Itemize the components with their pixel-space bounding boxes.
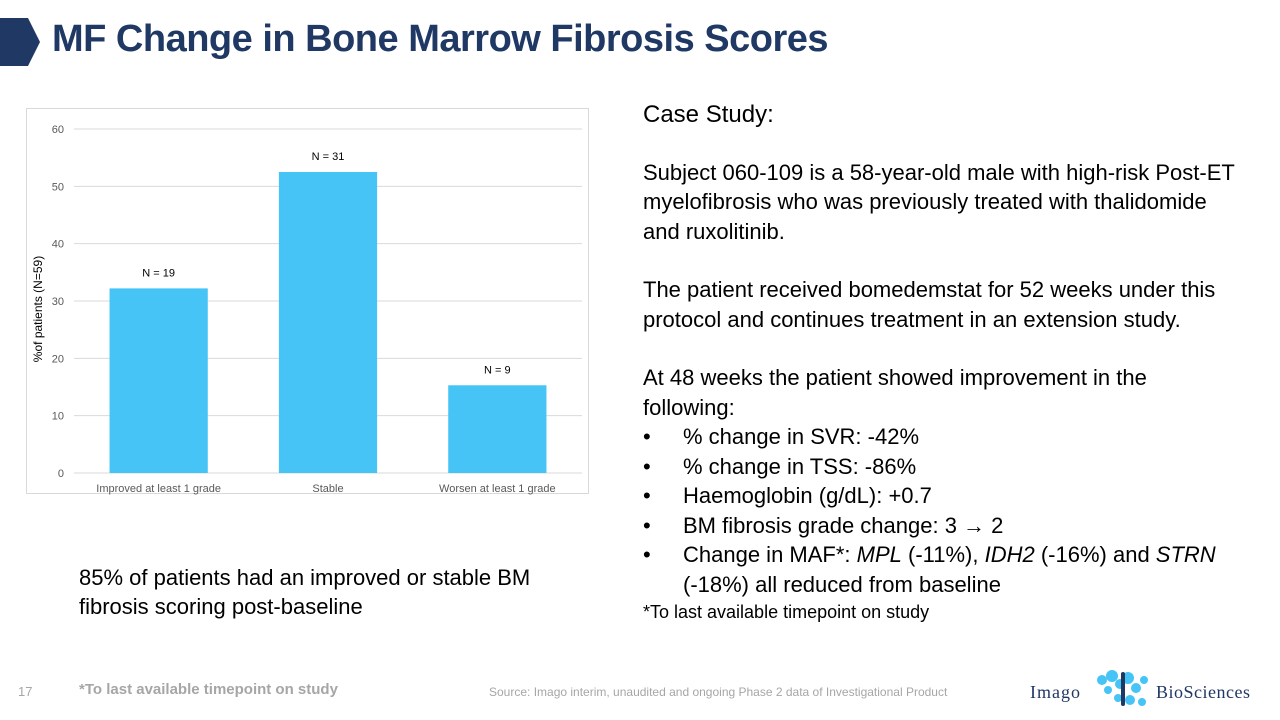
y-tick-label: 20	[51, 353, 64, 366]
para3-prefix: At	[643, 365, 670, 390]
bm-suffix: 2	[985, 512, 1004, 538]
case-study-paragraph-2: The patient received bomedemstat for 52 weeks under this protocol and continues treatment in an extension study.	[643, 277, 1216, 332]
y-tick-label: 0	[57, 468, 64, 480]
bullet-icon: •	[643, 424, 651, 449]
dna-helix-icon	[1092, 668, 1154, 712]
list-item-hgb	[643, 481, 1243, 511]
para3-suffix: the patient showed improvement in the following:	[643, 365, 1147, 420]
maf-gene-3: STRN	[1155, 542, 1216, 567]
maf-val-3: (-18%) all reduced from baseline	[683, 571, 1001, 597]
list-item-maf	[643, 540, 1243, 599]
maf-prefix: Change in MAF*:	[683, 542, 857, 567]
case-study-paragraph-1: Subject 060-109 is a 58-year-old male with high-risk Post-ET myelofibrosis who was previously treated with thalidomide and ruxolitinib.	[643, 159, 1235, 244]
list-item-tss	[643, 452, 1243, 482]
x-tick-label: Worsen at least 1 grade	[439, 483, 556, 495]
improvement-list	[643, 422, 1243, 599]
data-label: N = 9	[484, 364, 511, 377]
maf-gene-2: IDH2	[984, 542, 1035, 567]
para3-highlight: 48 weeks	[669, 365, 763, 390]
x-tick-label: Improved at least 1 grade	[96, 483, 222, 495]
maf-val-1: (-11%),	[901, 542, 985, 567]
y-tick-label: 40	[51, 238, 64, 251]
data-label: N = 31	[311, 151, 345, 163]
bullet-icon: •	[643, 453, 651, 479]
maf-val-2: (-16%) and	[1034, 542, 1156, 567]
logo-word-left: Imago	[1030, 682, 1081, 702]
summary-text: 85% of patients had an improved or stable BM fibrosis scoring post-baseline	[79, 565, 531, 619]
case-study-panel	[643, 100, 1243, 625]
title-accent-tab	[0, 18, 40, 66]
svr-text: % change in SVR: -42%	[683, 424, 920, 449]
maf-gene-1: MPL	[856, 542, 902, 567]
bullet-icon: •	[643, 512, 651, 538]
list-item-svr	[643, 422, 1243, 452]
bar	[279, 172, 377, 473]
hgb-text: Haemoglobin (g/dL): +0.7	[683, 483, 932, 508]
bar	[110, 288, 208, 473]
logo-word-right: BioSciences	[1156, 682, 1251, 702]
bar-chart-svg	[27, 109, 590, 495]
list-item-bm	[643, 511, 1243, 541]
data-label: N = 19	[142, 267, 176, 280]
bm-prefix: BM fibrosis grade change: 3	[683, 512, 964, 538]
x-tick-label: Stable	[312, 483, 344, 495]
y-tick-label: 30	[51, 296, 64, 308]
y-tick-label: 50	[51, 181, 64, 194]
imago-logo	[1030, 668, 1262, 712]
bar-chart	[26, 108, 589, 494]
case-study-heading: Case Study:	[643, 101, 774, 128]
y-tick-label: 60	[51, 124, 64, 136]
y-tick-label: 10	[51, 410, 64, 423]
tss-text: % change in TSS: -86%	[683, 453, 917, 479]
y-axis-title: %of patients (N=59)	[31, 255, 45, 363]
arrow-right-icon: →	[963, 512, 986, 538]
page-number: 17	[18, 684, 33, 699]
slide-title: MF Change in Bone Marrow Fibrosis Scores	[52, 18, 829, 60]
bullet-icon: •	[643, 542, 651, 567]
bar	[448, 385, 546, 473]
slide-footnote: *To last available timepoint on study	[79, 681, 338, 698]
bullet-icon: •	[643, 483, 651, 508]
case-study-footnote: *To last available timepoint on study	[643, 602, 930, 622]
source-note: Source: Imago interim, unaudited and ongoing Phase 2 data of Investigational Product	[489, 685, 948, 699]
case-study-paragraph-3	[643, 363, 1243, 422]
